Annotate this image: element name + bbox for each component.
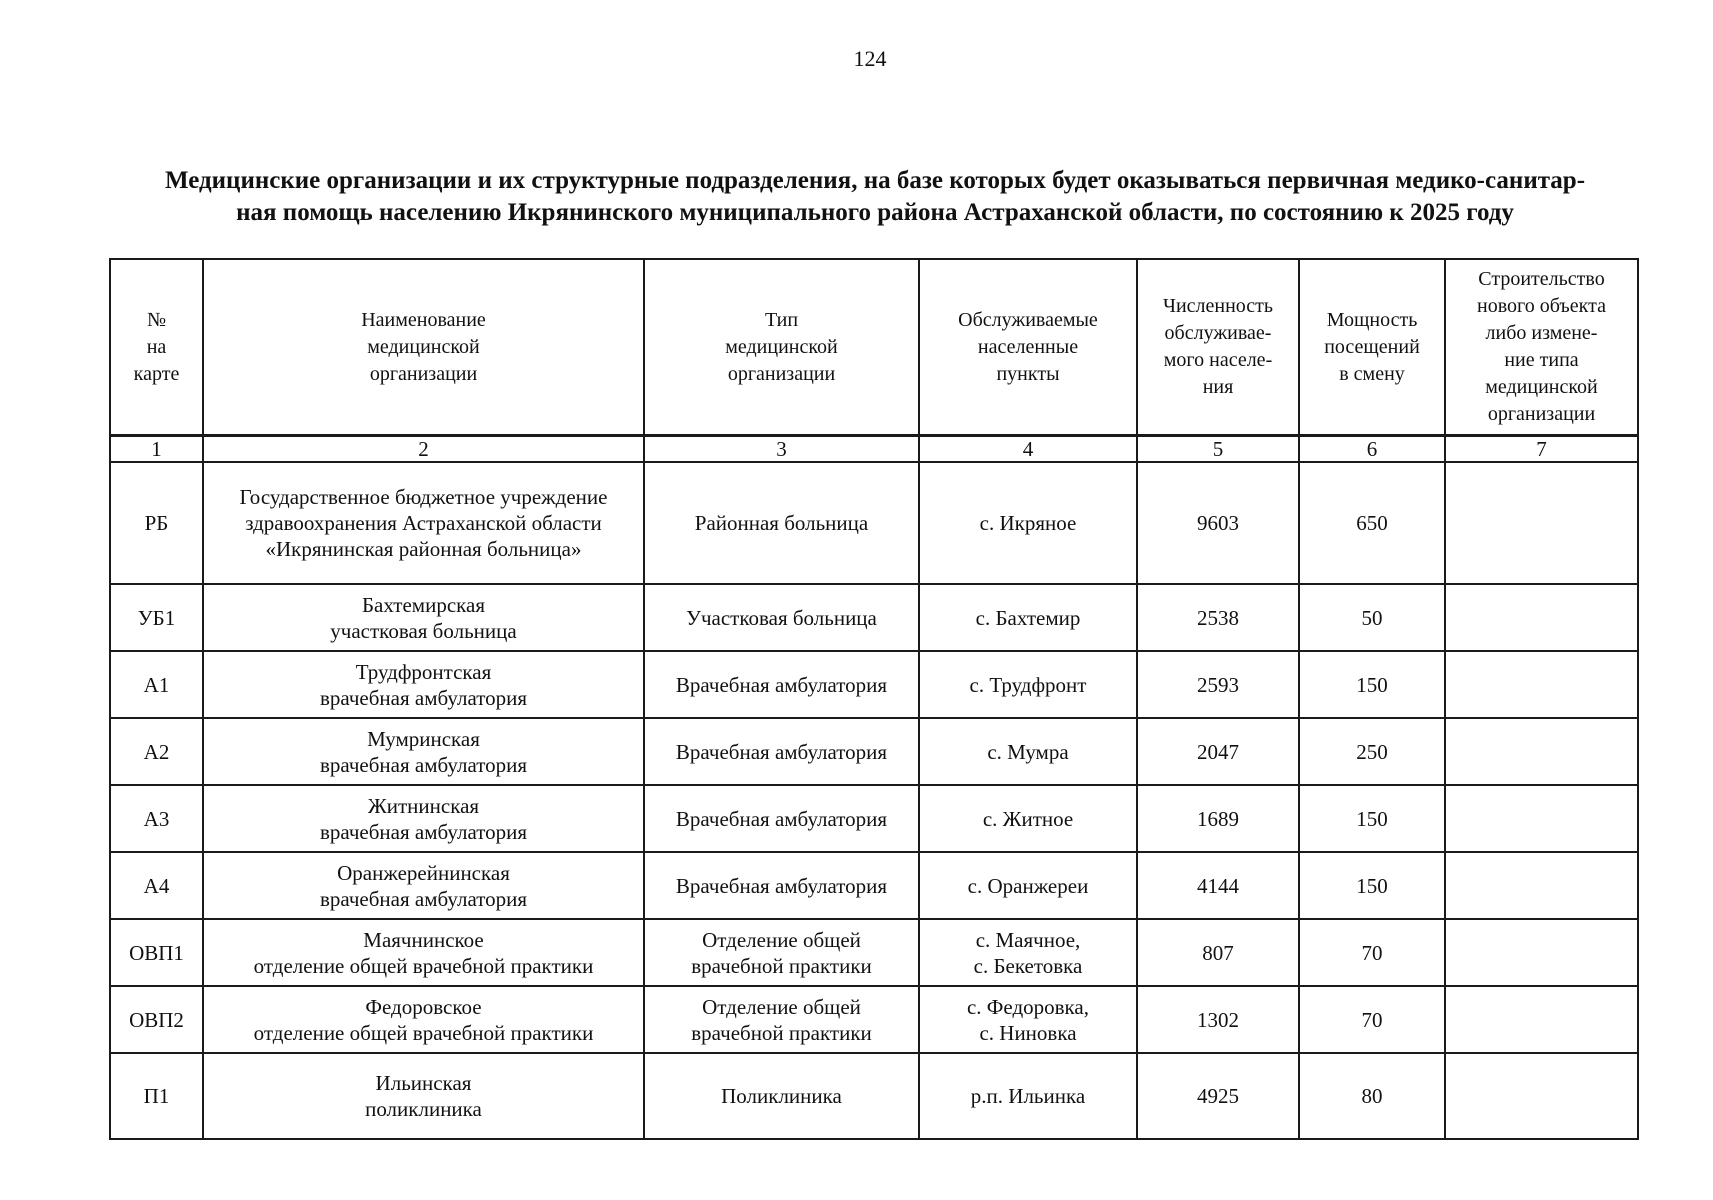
column-number: 3 xyxy=(644,436,919,463)
table-row xyxy=(110,986,1638,1053)
settlements-cell xyxy=(919,1053,1137,1139)
header-construction-line: Строительство xyxy=(1478,268,1605,290)
organization-type-cell xyxy=(644,919,919,986)
organization-type-cell-line: Врачебная амбулатория xyxy=(675,739,888,764)
construction-cell xyxy=(1445,584,1638,651)
settlements-cell-line: с. Трудфронт xyxy=(969,672,1087,697)
organization-type-cell-line: Отделение общей xyxy=(702,927,861,952)
population-cell: 1302 xyxy=(1137,986,1299,1053)
document-title-line-1: Медицинские организации и их структурные подразделения, на базе которых будет оказываться первичная медико-санитар- xyxy=(164,167,1586,194)
column-number: 1 xyxy=(110,436,203,463)
header-map-number-line: № xyxy=(146,308,167,331)
construction-cell xyxy=(1445,919,1638,986)
header-visit-capacity-line: Мощность xyxy=(1326,308,1418,331)
header-organization-type-line: медицинской xyxy=(725,335,838,358)
header-organization-name-line: Наименование xyxy=(361,308,486,331)
organization-name-cell-line: врачебная амбулатория xyxy=(319,886,528,911)
settlements-cell-line: с. Бекетовка xyxy=(973,953,1083,978)
map-code-cell: А4 xyxy=(110,852,203,919)
header-population-line: мого населе- xyxy=(1163,349,1273,371)
document-title-line-2: ная помощь населению Икрянинского муниципального района Астраханской области, по состоянию к 2025 году xyxy=(236,199,1514,226)
column-number: 6 xyxy=(1299,436,1445,463)
medical-organizations-table xyxy=(109,258,1639,1140)
population-cell: 2538 xyxy=(1137,584,1299,651)
organization-name-cell-line: Бахтемирская xyxy=(361,592,486,617)
table-row xyxy=(110,462,1638,584)
organization-name-cell-line: «Икрянинская районная больница» xyxy=(265,537,582,561)
organization-name-cell-line: поликлиника xyxy=(365,1097,482,1121)
header-organization-type-line: организации xyxy=(727,362,836,385)
settlements-cell xyxy=(919,852,1137,919)
table-body xyxy=(110,462,1638,1139)
header-visit-capacity xyxy=(1299,259,1445,436)
header-construction-line: медицинской xyxy=(1485,376,1598,398)
header-visit-capacity-line: в смену xyxy=(1339,362,1405,385)
settlements-cell-line: с. Маячное, xyxy=(975,927,1081,952)
organization-type-cell xyxy=(644,584,919,651)
organization-name-cell xyxy=(203,986,644,1053)
header-construction-line: нового объекта xyxy=(1477,295,1606,317)
population-cell: 9603 xyxy=(1137,462,1299,584)
construction-cell xyxy=(1445,462,1638,584)
organization-name-cell xyxy=(203,651,644,718)
settlements-cell-line: с. Ниновка xyxy=(979,1020,1077,1045)
header-organization-name xyxy=(203,259,644,436)
header-population-line: Численность xyxy=(1162,295,1274,317)
header-organization-type xyxy=(644,259,919,436)
table-row xyxy=(110,651,1638,718)
header-served-settlements-line: Обслуживаемые xyxy=(958,308,1098,331)
header-organization-type-line: Тип xyxy=(764,308,799,331)
document-title xyxy=(95,165,1655,229)
settlements-cell-line: с. Оранжереи xyxy=(967,873,1089,898)
organization-name-cell-line: Государственное бюджетное учреждение xyxy=(239,485,608,509)
map-code-cell: П1 xyxy=(110,1053,203,1139)
organization-type-cell xyxy=(644,651,919,718)
organization-name-cell xyxy=(203,1053,644,1139)
table-row xyxy=(110,584,1638,651)
map-code-cell: А1 xyxy=(110,651,203,718)
settlements-cell xyxy=(919,785,1137,852)
organization-type-cell-line: Врачебная амбулатория xyxy=(675,873,888,898)
organization-type-cell-line: Районная больница xyxy=(694,511,869,535)
organization-type-cell xyxy=(644,462,919,584)
capacity-cell: 250 xyxy=(1299,718,1445,785)
settlements-cell-line: с. Икряное xyxy=(979,511,1077,535)
organization-name-cell xyxy=(203,584,644,651)
construction-cell xyxy=(1445,651,1638,718)
organization-name-cell-line: Ильинская xyxy=(375,1071,472,1095)
population-cell: 807 xyxy=(1137,919,1299,986)
organization-type-cell xyxy=(644,986,919,1053)
organization-type-cell-line: Поликлиника xyxy=(721,1084,842,1108)
header-map-number-line: на xyxy=(146,335,167,358)
column-number-row xyxy=(110,436,1638,463)
construction-cell xyxy=(1445,785,1638,852)
map-code-cell: РБ xyxy=(110,462,203,584)
capacity-cell: 70 xyxy=(1299,986,1445,1053)
organization-type-cell-line: врачебной практики xyxy=(691,1020,872,1045)
header-construction xyxy=(1445,259,1638,436)
settlements-cell-line: р.п. Ильинка xyxy=(970,1084,1086,1108)
settlements-cell xyxy=(919,584,1137,651)
organization-name-cell xyxy=(203,852,644,919)
column-number: 2 xyxy=(203,436,644,463)
organization-name-cell xyxy=(203,462,644,584)
column-number: 5 xyxy=(1137,436,1299,463)
organization-type-cell xyxy=(644,1053,919,1139)
table-row xyxy=(110,718,1638,785)
page-number: 124 xyxy=(853,46,887,71)
map-code-cell: УБ1 xyxy=(110,584,203,651)
header-served-settlements-line: пункты xyxy=(996,362,1060,385)
header-served-settlements-line: населенные xyxy=(977,335,1079,358)
settlements-cell xyxy=(919,718,1137,785)
organization-name-cell-line: Трудфронтская xyxy=(355,659,492,684)
settlements-cell-line: с. Житное xyxy=(982,806,1074,831)
construction-cell xyxy=(1445,1053,1638,1139)
table-header-row xyxy=(110,259,1638,436)
construction-cell xyxy=(1445,986,1638,1053)
settlements-cell xyxy=(919,986,1137,1053)
header-organization-name-line: организации xyxy=(369,362,478,385)
organization-name-cell-line: Маячнинское xyxy=(363,927,484,952)
organization-type-cell-line: Врачебная амбулатория xyxy=(675,806,888,831)
settlements-cell-line: с. Бахтемир xyxy=(975,605,1081,630)
header-construction-line: либо измене- xyxy=(1485,322,1598,344)
organization-type-cell-line: врачебной практики xyxy=(691,953,872,978)
organization-name-cell xyxy=(203,718,644,785)
population-cell: 2047 xyxy=(1137,718,1299,785)
organization-type-cell xyxy=(644,785,919,852)
header-map-number xyxy=(110,259,203,436)
organization-type-cell xyxy=(644,718,919,785)
table-row xyxy=(110,852,1638,919)
map-code-cell: ОВП2 xyxy=(110,986,203,1053)
population-cell: 4925 xyxy=(1137,1053,1299,1139)
header-construction-line: организации xyxy=(1487,403,1596,425)
settlements-cell xyxy=(919,462,1137,584)
organization-name-cell-line: Оранжерейнинская xyxy=(337,860,510,885)
table-row xyxy=(110,785,1638,852)
organization-name-cell-line: врачебная амбулатория xyxy=(319,685,528,710)
organization-type-cell-line: Участковая больница xyxy=(686,605,877,630)
population-cell: 1689 xyxy=(1137,785,1299,852)
organization-name-cell-line: здравоохранения Астраханской области xyxy=(245,511,602,535)
header-served-settlements xyxy=(919,259,1137,436)
capacity-cell: 650 xyxy=(1299,462,1445,584)
column-number: 7 xyxy=(1445,436,1638,463)
header-construction-line: ние типа xyxy=(1504,349,1579,371)
header-visit-capacity-line: посещений xyxy=(1324,335,1420,358)
construction-cell xyxy=(1445,718,1638,785)
settlements-cell-line: с. Федоровка, xyxy=(966,994,1089,1019)
capacity-cell: 80 xyxy=(1299,1053,1445,1139)
capacity-cell: 150 xyxy=(1299,852,1445,919)
organization-name-cell-line: врачебная амбулатория xyxy=(319,752,528,777)
organization-name-cell-line: отделение общей врачебной практики xyxy=(253,953,594,978)
construction-cell xyxy=(1445,852,1638,919)
table-row xyxy=(110,1053,1638,1139)
column-number: 4 xyxy=(919,436,1137,463)
header-population xyxy=(1137,259,1299,436)
settlements-cell-line: с. Мумра xyxy=(987,739,1069,764)
settlements-cell xyxy=(919,651,1137,718)
capacity-cell: 150 xyxy=(1299,785,1445,852)
organization-name-cell-line: участковая больница xyxy=(330,618,517,643)
organization-name-cell-line: Мумринская xyxy=(367,726,480,751)
table-row xyxy=(110,919,1638,986)
capacity-cell: 70 xyxy=(1299,919,1445,986)
header-map-number-line: карте xyxy=(133,362,180,385)
capacity-cell: 150 xyxy=(1299,651,1445,718)
organization-type-cell-line: Отделение общей xyxy=(702,994,861,1019)
header-population-line: обслуживае- xyxy=(1164,322,1272,344)
population-cell: 4144 xyxy=(1137,852,1299,919)
header-organization-name-line: медицинской xyxy=(367,335,480,358)
organization-name-cell xyxy=(203,785,644,852)
map-code-cell: А3 xyxy=(110,785,203,852)
population-cell: 2593 xyxy=(1137,651,1299,718)
organization-name-cell-line: врачебная амбулатория xyxy=(319,819,528,844)
organization-type-cell xyxy=(644,852,919,919)
organization-name-cell-line: Федоровское xyxy=(365,994,482,1019)
organization-name-cell-line: Житнинская xyxy=(367,793,480,818)
organization-type-cell-line: Врачебная амбулатория xyxy=(675,672,888,697)
header-population-line: ния xyxy=(1202,376,1234,398)
organization-name-cell xyxy=(203,919,644,986)
capacity-cell: 50 xyxy=(1299,584,1445,651)
organization-name-cell-line: отделение общей врачебной практики xyxy=(253,1020,594,1045)
map-code-cell: ОВП1 xyxy=(110,919,203,986)
settlements-cell xyxy=(919,919,1137,986)
map-code-cell: А2 xyxy=(110,718,203,785)
